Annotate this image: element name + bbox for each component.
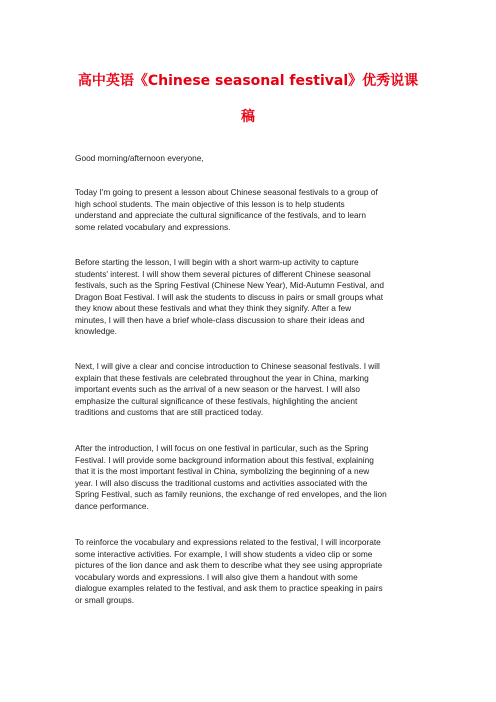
text-line: explain that these festivals are celebrated throughout the year in China, marking xyxy=(75,372,369,383)
text-line: festivals, such as the Spring Festival (Chinese New Year), Mid-Autumn Festival, and xyxy=(75,280,384,290)
paragraph-warm-up xyxy=(75,257,425,338)
text-line: Today I'm going to present a lesson about Chinese seasonal festivals to a group of xyxy=(75,187,378,197)
text-line: some related vocabulary and expressions. xyxy=(75,221,231,232)
text-line: Spring Festival, such as family reunions, the exchange of red envelopes, and the lion xyxy=(75,489,387,499)
text-line: year. I will also discuss the traditional customs and activities associated with the xyxy=(75,477,368,488)
document-title-line-2: 稿 xyxy=(241,109,255,125)
text-line: To reinforce the vocabulary and expressions related to the festival, I will incorporate xyxy=(75,537,381,547)
text-line: knowledge. xyxy=(75,326,117,336)
document-title-line-1: 高中英语《Chinese seasonal festival》优秀说课 xyxy=(77,73,419,89)
text-line: Festival. I will provide some background information about this festival, explaining xyxy=(75,454,374,465)
text-line: traditions and customs that are still practiced today. xyxy=(75,407,264,417)
text-line: minutes, I will then have a brief whole-class discussion to share their ideas and xyxy=(75,314,365,325)
text-line: dialogue examples related to the festival, and ask them to practice speaking in pairs xyxy=(75,583,383,593)
paragraph-greeting xyxy=(75,153,425,165)
text-line: understand and appreciate the cultural significance of the festivals, and to learn xyxy=(75,210,367,220)
text-line: they know about these festivals and what they think they signify. After a few xyxy=(75,303,352,313)
text-line: or small groups. xyxy=(75,594,135,605)
text-line: high school students. The main objective of this lesson is to help students xyxy=(75,198,345,209)
text-line: Before starting the lesson, I will begin with a short warm-up activity to capture xyxy=(75,257,359,267)
text-line: some interactive activities. For example, I will show students a video clip or some xyxy=(75,548,373,559)
text-line: students' interest. I will show them several pictures of different Chinese seasonal xyxy=(75,268,371,279)
paragraph-objective xyxy=(75,187,425,233)
text-line: pictures of the lion dance and ask them to describe what they see using appropriate xyxy=(75,560,383,570)
text-line: emphasize the cultural significance of these festivals, highlighting the ancient xyxy=(75,395,358,406)
text-line: Next, I will give a clear and concise introduction to Chinese seasonal festivals. I will xyxy=(75,361,380,371)
text-line: important events such as the arrival of a new season or the harvest. I will also xyxy=(75,384,360,394)
text-line: Dragon Boat Festival. I will ask the students to discuss in pairs or small groups what xyxy=(75,291,384,302)
text-line: vocabulary words and expressions. I will also give them a handout with some xyxy=(75,571,358,582)
paragraph-spring-festival xyxy=(75,443,425,512)
paragraph-interactive-activities xyxy=(75,537,425,606)
paragraph-introduction xyxy=(75,361,425,419)
text-line: After the introduction, I will focus on one festival in particular, such as the Spring xyxy=(75,443,369,453)
text-line: dance performance. xyxy=(75,500,149,511)
text-line: Good morning/afternoon everyone, xyxy=(75,153,204,163)
text-line: that it is the most important festival in China, symbolizing the beginning of a new xyxy=(75,466,370,476)
